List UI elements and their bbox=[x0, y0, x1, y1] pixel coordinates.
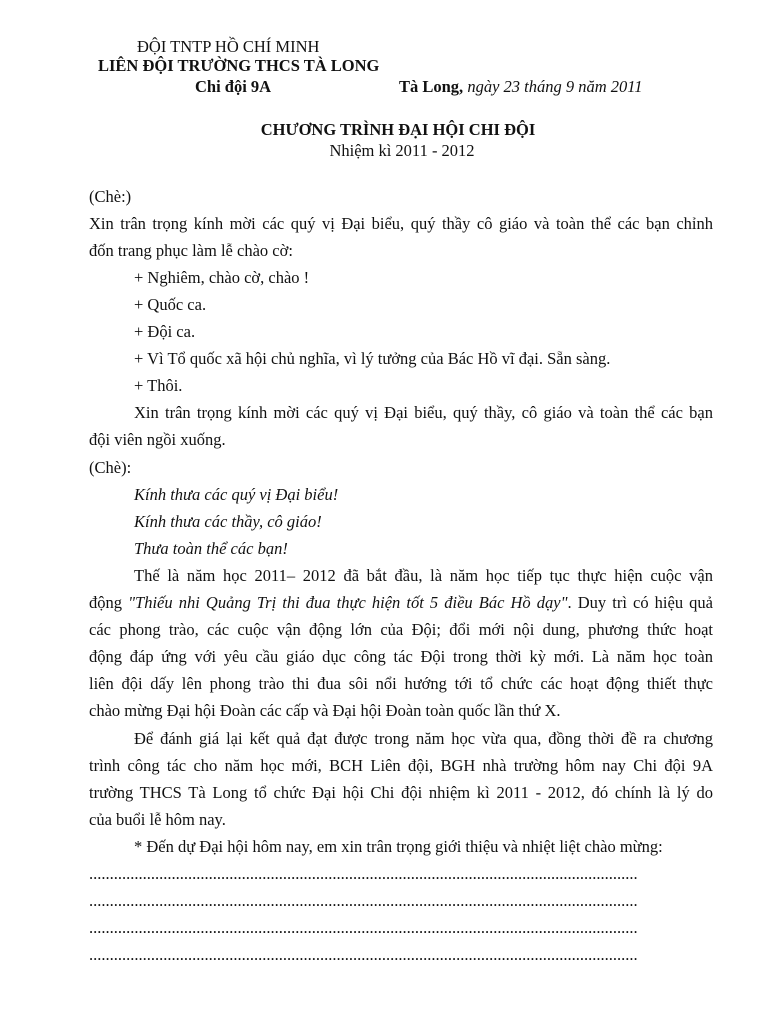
para-1-text: . Duy trì có hiệu quả bbox=[567, 593, 714, 612]
greeting-1: Kính thưa các quý vị Đại biểu! bbox=[134, 485, 339, 504]
invite-1-line-1: Xin trân trọng kính mời các quý vị Đại biểu, quý thầy cô giáo và toàn thể các bạn chỉnh bbox=[89, 214, 713, 233]
guest-intro: * Đến dự Đại hội hôm nay, em xin trân trọng giới thiệu và nhiệt liệt chào mừng: bbox=[134, 837, 663, 856]
dotted-blank-line: ..................................................................................................................................... bbox=[89, 891, 638, 910]
para-1-line: các phong trào, các cuộc vận động lớn của Đội; đổi mới nội dung, phương thức hoạt bbox=[89, 620, 713, 639]
para-2-line: trình công tác cho năm học mới, BCH Liên đội, BGH nhà trường hôm nay Chi đội 9A bbox=[89, 756, 713, 775]
para-1-line bbox=[89, 593, 713, 613]
greeting-2: Kính thưa các thầy, cô giáo! bbox=[134, 512, 322, 531]
para-1-line: chào mừng Đại hội Đoàn các cấp và Đại hội Đoàn toàn quốc lần thứ X. bbox=[89, 701, 561, 720]
ceremony-item: + Quốc ca. bbox=[134, 295, 207, 314]
ceremony-item: + Đội ca. bbox=[134, 322, 196, 341]
invite-1-line-2: đốn trang phục làm lễ chào cờ: bbox=[89, 241, 293, 260]
dotted-blank-line: ..................................................................................................................................... bbox=[89, 864, 638, 883]
cue-che-1: (Chè:) bbox=[89, 187, 132, 206]
para-1-line: liên đội dấy lên phong trào thi đua sôi nổi hướng tới tổ chức các hoạt động thiết thực bbox=[89, 674, 713, 693]
dotted-blank-line: ..................................................................................................................................... bbox=[89, 918, 638, 937]
doc-term: Nhiệm kì 2011 - 2012 bbox=[329, 141, 475, 160]
para-1-text: động bbox=[89, 593, 129, 612]
place: Tà Long, bbox=[399, 77, 464, 96]
dotted-blank-line: ..................................................................................................................................... bbox=[89, 945, 638, 964]
para-1-line: động đáp ứng với yêu cầu giáo dục công tác Đội trong thời kỳ mới. Là năm học toàn bbox=[89, 647, 713, 666]
para-2-line: Để đánh giá lại kết quả đạt được trong năm học vừa qua, đồng thời đề ra chương bbox=[134, 729, 713, 748]
cue-che-2: (Chè): bbox=[89, 458, 132, 477]
ceremony-item: + Vì Tổ quốc xã hội chủ nghĩa, vì lý tưởng của Bác Hồ vĩ đại. Sẵn sàng. bbox=[134, 349, 611, 368]
ceremony-item: + Thôi. bbox=[134, 376, 183, 395]
greeting-3: Thưa toàn thể các bạn! bbox=[134, 539, 288, 558]
invite-2-line-2: đội viên ngồi xuống. bbox=[89, 430, 226, 449]
para-2-line: trường THCS Tà Long tổ chức Đại hội Chi đội nhiệm kì 2011 - 2012, đó chính là lý do bbox=[89, 783, 713, 802]
org-line: ĐỘI TNTP HỒ CHÍ MINH bbox=[137, 37, 320, 56]
school-line: LIÊN ĐỘI TRƯỜNG THCS TÀ LONG bbox=[98, 56, 380, 75]
place-date bbox=[399, 77, 643, 97]
campaign-name: "Thiếu nhi Quảng Trị thi đua thực hiện tốt 5 điều Bác Hồ dạy" bbox=[128, 593, 568, 612]
invite-2-line-1: Xin trân trọng kính mời các quý vị Đại biểu, quý thầy, cô giáo và toàn thể các bạn bbox=[134, 403, 713, 422]
para-1-line: Thế là năm học 2011– 2012 đã bắt đầu, là năm học tiếp tục thực hiện cuộc vận bbox=[134, 566, 713, 585]
unit-name: Chi đội 9A bbox=[195, 77, 272, 96]
doc-title: CHƯƠNG TRÌNH ĐẠI HỘI CHI ĐỘI bbox=[260, 120, 536, 139]
para-2-line: của buổi lễ hôm nay. bbox=[89, 810, 226, 829]
ceremony-item: + Nghiêm, chào cờ, chào ! bbox=[134, 268, 310, 287]
date: ngày 23 tháng 9 năm 2011 bbox=[467, 77, 643, 96]
